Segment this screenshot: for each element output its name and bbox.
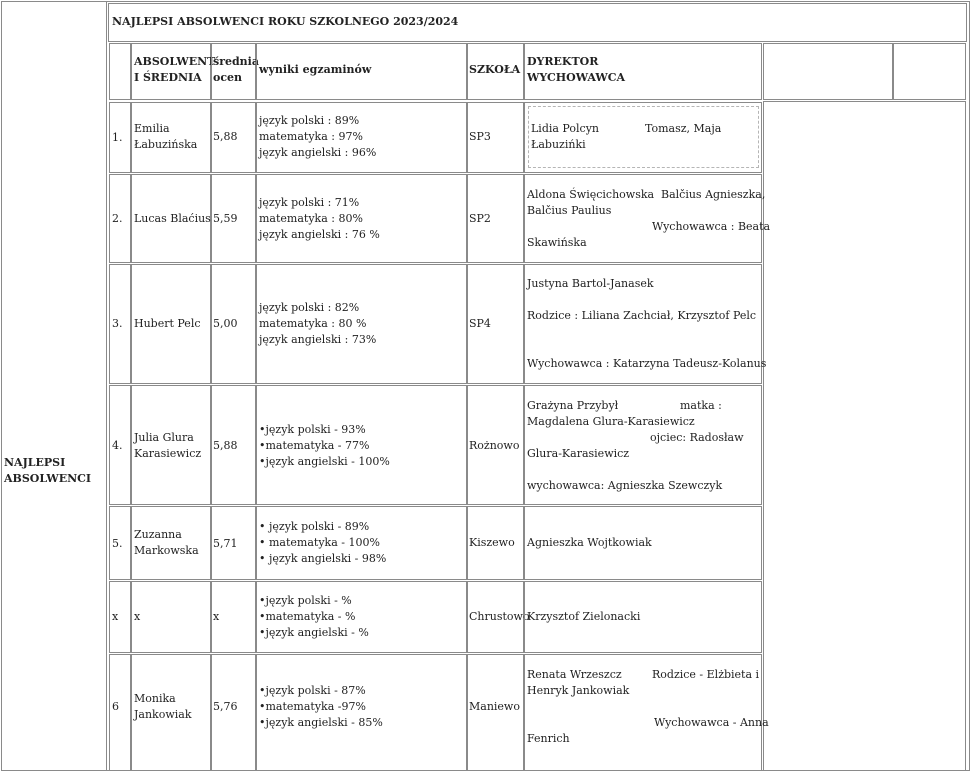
- row2-number: 2.: [112, 212, 123, 225]
- row4-name-line-1: Julia Glura: [134, 431, 194, 444]
- row6-director-4: Wychowawca - Anna: [654, 716, 769, 729]
- row6-result-3: •język angielski - 85%: [259, 716, 383, 729]
- row2-result-2: matematyka : 80%: [259, 212, 363, 225]
- row3-school: SP4: [469, 317, 491, 330]
- header-cell-number: [109, 43, 131, 100]
- header-cell-empty-1: [763, 43, 893, 100]
- row6-name-line-2: Jankowiak: [134, 708, 192, 721]
- header-cell-empty-2: [893, 43, 966, 100]
- row2-name-line-1: Lucas Blaćius: [134, 212, 211, 225]
- header-srednia-line-1: średnia: [213, 55, 259, 68]
- row3-result-3: język angielski : 73%: [259, 333, 377, 346]
- row6-name-line-1: Monika: [134, 692, 176, 705]
- row6-school: Maniewo: [469, 700, 520, 713]
- row6-director-5: Fenrich: [527, 732, 570, 745]
- row3-number: 3.: [112, 317, 123, 330]
- header-srednia-line-2: ocen: [213, 71, 243, 84]
- row5-result-1: • język polski - 89%: [259, 520, 370, 533]
- row1-number: 1.: [112, 131, 123, 144]
- side-label-line-1: NAJLEPSI: [4, 456, 66, 469]
- row2-avg: 5,59: [213, 212, 238, 225]
- row6-number: 6: [112, 700, 119, 713]
- side-label-line-2: ABSOLWENCI: [4, 472, 92, 485]
- header-szkola: SZKOŁA: [469, 63, 521, 76]
- row6-director-2: Rodzice - Elżbieta i: [652, 668, 760, 681]
- row1-director-2: Tomasz, Maja: [645, 122, 722, 135]
- row2-result-3: język angielski : 76 %: [259, 228, 380, 241]
- header-absolwent-line-1: ABSOLWENT: [134, 55, 216, 68]
- row3-director-2: Rodzice : Liliana Zachciał, Krzysztof Pelc: [527, 309, 757, 322]
- row6-director-3: Henryk Jankowiak: [527, 684, 630, 697]
- row2-result-1: język polski : 71%: [259, 196, 360, 209]
- row4-avg: 5,88: [213, 439, 238, 452]
- header-absolwent-line-2: I ŚREDNIA: [134, 71, 202, 84]
- row2-director-3: Balčius Paulius: [527, 204, 612, 217]
- row5-director-1: Agnieszka Wojtkowiak: [527, 536, 652, 549]
- rowx-director-1: Krzysztof Zielonacki: [527, 610, 641, 623]
- row1-avg: 5,88: [213, 130, 238, 143]
- row5-name-line-2: Markowska: [134, 544, 199, 557]
- row2-director-1: Aldona Święcichowska: [527, 188, 655, 201]
- row1-director-1: Lidia Polcyn: [531, 122, 599, 135]
- rowx-number: x: [112, 610, 119, 623]
- row6-result-2: •matematyka -97%: [259, 700, 366, 713]
- row3-director-1: Justyna Bartol-Janasek: [527, 277, 654, 290]
- rowx-result-1: •język polski - %: [259, 594, 352, 607]
- row3-avg: 5,00: [213, 317, 238, 330]
- row2-director-5: Skawińska: [527, 236, 587, 249]
- header-dyrektor-line-2: WYCHOWAWCA: [527, 71, 626, 84]
- row6-director-1: Renata Wrzeszcz: [527, 668, 622, 681]
- header-wyniki: wyniki egzaminów: [259, 63, 372, 76]
- row4-director-5: Glura-Karasiewicz: [527, 447, 630, 460]
- row3-director-3: Wychowawca : Katarzyna Tadeusz-Kolanus: [527, 357, 767, 370]
- row3-result-2: matematyka : 80 %: [259, 317, 367, 330]
- row1-director-3: Łabuzińki: [531, 138, 586, 151]
- row1-result-3: język angielski : 96%: [259, 146, 377, 159]
- rowx-result-3: •język angielski - %: [259, 626, 369, 639]
- row3-name-line-1: Hubert Pelc: [134, 317, 201, 330]
- row2-director-4: Wychowawca : Beata: [652, 220, 771, 233]
- rowx-school: Chrustowo: [469, 610, 530, 623]
- row1-result-1: język polski : 89%: [259, 114, 360, 127]
- rowx-name-cell: [131, 581, 211, 653]
- row4-director-4: ojciec: Radosław: [650, 431, 744, 444]
- table-title: NAJLEPSI ABSOLWENCI ROKU SZKOLNEGO 2023/2024: [112, 15, 459, 28]
- rowx-result-2: •matematyka - %: [259, 610, 356, 623]
- row5-name-line-1: Zuzanna: [134, 528, 182, 541]
- row5-school: Kiszewo: [469, 536, 515, 549]
- row4-result-3: •język angielski - 100%: [259, 455, 390, 468]
- row5-number: 5.: [112, 537, 123, 550]
- row6-result-1: •język polski - 87%: [259, 684, 366, 697]
- rowx-name-line-1: x: [134, 610, 141, 623]
- row1-school: SP3: [469, 130, 491, 143]
- row4-name-line-2: Karasiewicz: [134, 447, 202, 460]
- row4-number: 4.: [112, 439, 123, 452]
- header-dyrektor-line-1: DYREKTOR: [527, 55, 599, 68]
- row1-result-2: matematyka : 97%: [259, 130, 363, 143]
- row2-director-2: Balčius Agnieszka,: [661, 188, 766, 201]
- row4-director-3: Magdalena Glura-Karasiewicz: [527, 415, 695, 428]
- row1-name-line-2: Łabuzińska: [134, 138, 198, 151]
- row3-result-1: język polski : 82%: [259, 301, 360, 314]
- right-filler-cell: [763, 101, 966, 771]
- row5-result-3: • język angielski - 98%: [259, 552, 387, 565]
- row2-school: SP2: [469, 212, 491, 225]
- side-label-cell: [1, 1, 107, 771]
- row4-result-2: •matematyka - 77%: [259, 439, 370, 452]
- row5-avg: 5,71: [213, 537, 238, 550]
- row5-result-2: • matematyka - 100%: [259, 536, 380, 549]
- row4-result-1: •język polski - 93%: [259, 423, 366, 436]
- rowx-avg: x: [213, 610, 220, 623]
- row4-director-1: Grażyna Przybył: [527, 399, 619, 412]
- row4-school: Rożnowo: [469, 439, 520, 452]
- row1-name-line-1: Emilia: [134, 122, 170, 135]
- row4-director-6: wychowawca: Agnieszka Szewczyk: [527, 479, 723, 492]
- row6-avg: 5,76: [213, 700, 238, 713]
- row4-director-2: matka :: [680, 399, 722, 412]
